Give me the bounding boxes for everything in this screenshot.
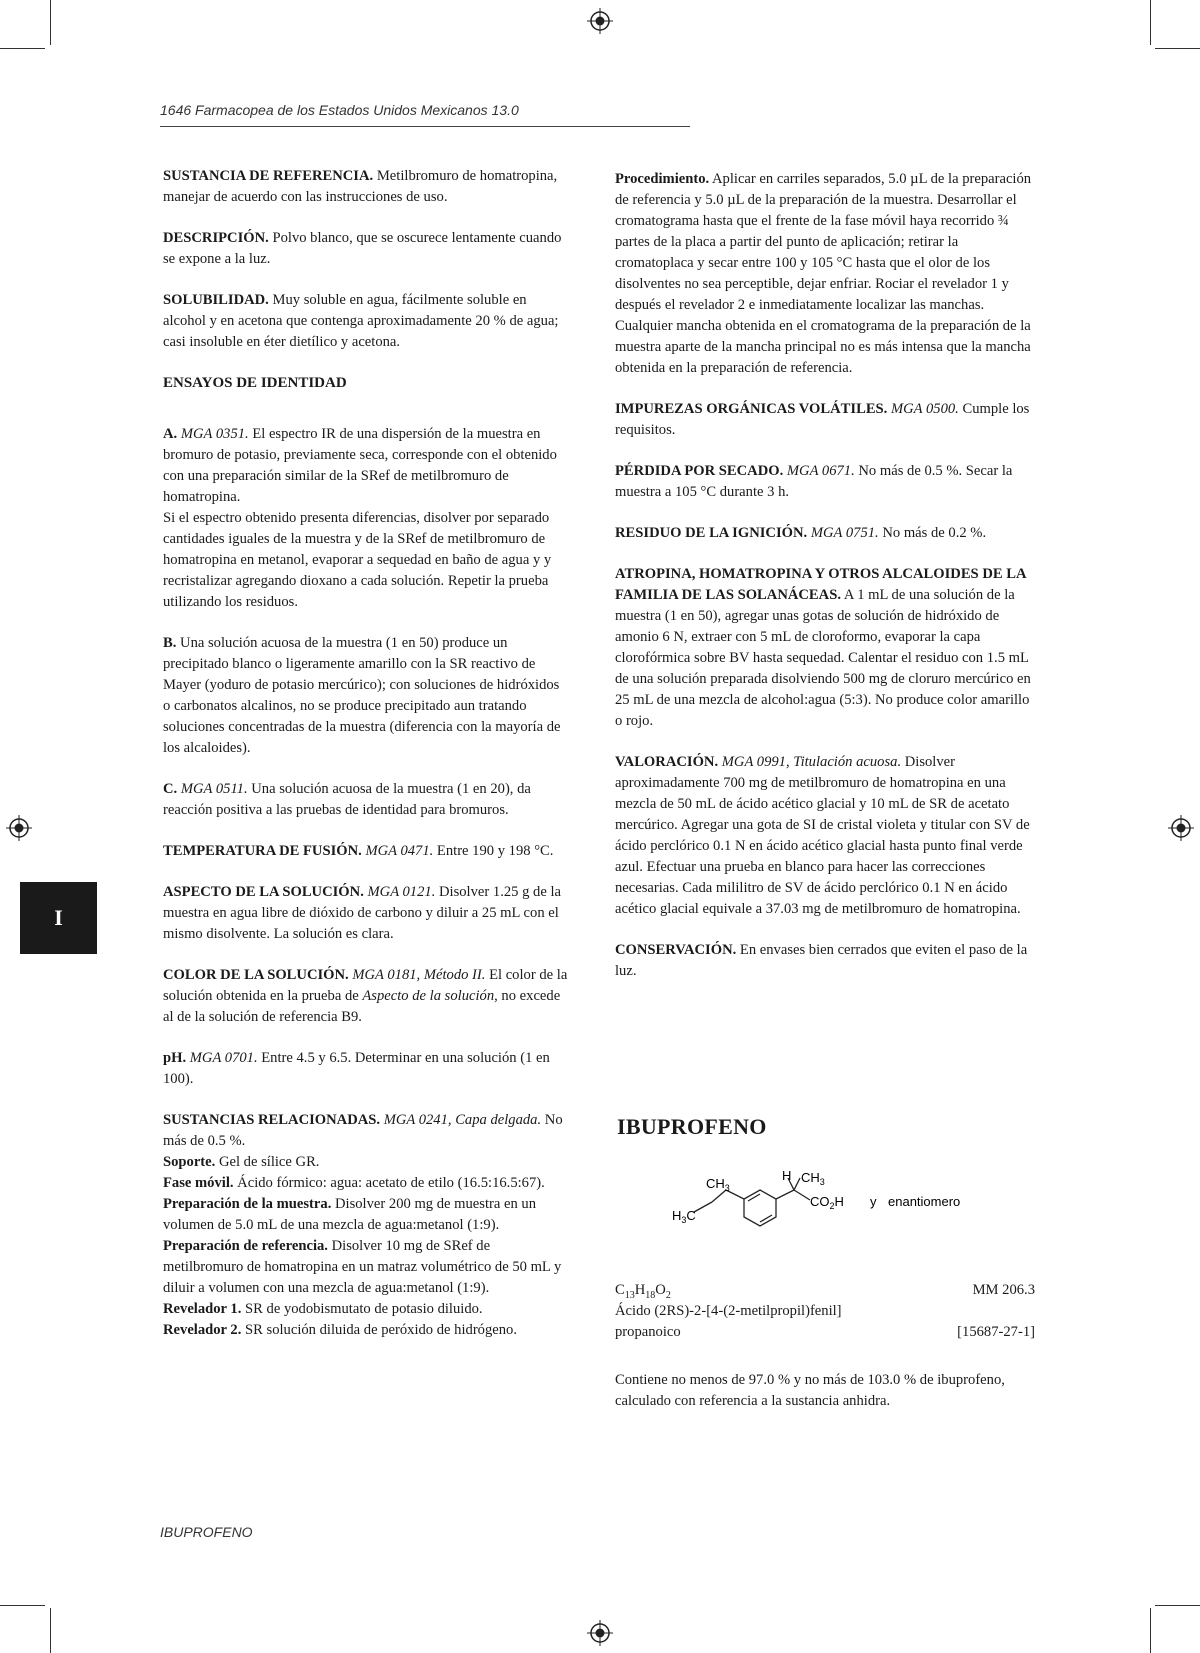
running-footer: IBUPROFENO [160, 1524, 253, 1540]
registration-mark-icon [587, 1620, 613, 1646]
section-conservacion: CONSERVACIÓN. En envases bien cerrados que eviten el paso de la luz. [615, 942, 1028, 979]
section-ensayos-identidad: ENSAYOS DE IDENTIDAD [163, 375, 347, 391]
thumb-tab: I [20, 882, 97, 954]
right-column [615, 169, 1035, 1002]
iupac-row [615, 1322, 1035, 1343]
section-color-solucion: COLOR DE LA SOLUCIÓN. MGA 0181, Método II. El color de la solución obtenida en la prueba de Aspecto de la solución, no excede al de la solución de referencia B9. [163, 967, 568, 1025]
structure-label-co2h: $CO_2H$ [810, 1194, 844, 1211]
list-item: Revelador 2. SR solución diluida de peróxido de hidrógeno. [163, 1322, 517, 1338]
structure-label-y: y [870, 1194, 877, 1209]
list-item: Soporte. Gel de sílice GR. [163, 1154, 320, 1170]
iupac-name-line2: propanoico [615, 1324, 681, 1340]
registration-mark-icon [587, 8, 613, 34]
crop-mark [1150, 0, 1151, 45]
section-perdida-secado: PÉRDIDA POR SECADO. MGA 0671. No más de 0.5 %. Secar la muestra a 105 °C durante 3 h. [615, 463, 1013, 500]
section-identidad-c: C. MGA 0511. Una solución acuosa de la muestra (1 en 20), da reacción positiva a las pruebas de identidad para bromuros. [163, 781, 531, 818]
section-atropina: ATROPINA, HOMATROPINA Y OTROS ALCALOIDES DE LA FAMILIA DE LAS SOLANÁCEAS. A 1 mL de una solución de la muestra (1 en 50), agregar unas gotas de solución de hidróxido de amonio 6 N, extraer con 5 mL de cloroformo, evaporar la capa clorofórmica sobre BV hasta sequedad. Calentar el residuo con 1.5 mL de una solución preparada disolviendo 500 mg de cloruro mercúrico en 25 mL de una mezcla de alcohol:agua (5:3). No produce color amarillo o rojo. [615, 566, 1031, 729]
section-sustancia-referencia: SUSTANCIA DE REFERENCIA. Metilbromuro de homatropina, manejar de acuerdo con las instrucciones de uso. [163, 168, 558, 205]
section-temperatura-fusion: TEMPERATURA DE FUSIÓN. MGA 0471. Entre 190 y 198 °C. [163, 843, 554, 859]
structure-label-h: H [782, 1170, 792, 1183]
crop-mark [0, 1605, 45, 1606]
section-residuo-ignicion: RESIDUO DE LA IGNICIÓN. MGA 0751. No más de 0.2 %. [615, 525, 987, 541]
section-valoracion: VALORACIÓN. MGA 0991, Titulación acuosa. Disolver aproximadamente 700 mg de metilbromuro de homatropina en una mezcla de 50 mL de ácido acético glacial y 10 mL de SR de acetato mercúrico. Agregar una gota de SI de cristal violeta y titular con SV de ácido perclórico 0.1 N en ácido acético glacial hasta punto final verde azul. Efectuar una prueba en blanco para hacer las correcciones necesarias. Cada mililitro de SV de ácido perclórico 0.1 N en ácido acético glacial equivale a 37.03 mg de metilbromuro de homatropina. [615, 754, 1030, 917]
crop-mark [1155, 1605, 1200, 1606]
section-sustancias-relacionadas: SUSTANCIAS RELACIONADAS. MGA 0241, Capa delgada. No más de 0.5 %. Soporte. Gel de sílice GR. Fase móvil. Ácido fórmico: agua: acetato de etilo (16.5:16.5:67). Preparación de la muestra. Disolver 200 mg de muestra en un volumen de 5.0 mL de una mezcla de agua:metanol (1:9). Preparación de referencia. Disolver 10 mg de SRef de metilbromuro de homatropina en un matraz volumétrico de 50 mL y diluir a volumen con una mezcla de agua:metanol (1:9). Revelador 1. SR de yodobismutato de potasio diluido. Revelador 2. SR solución diluida de peróxido de hidrógeno. [163, 1110, 570, 1341]
crop-mark [0, 48, 45, 49]
registration-mark-icon [1168, 815, 1194, 841]
cas-number: [15687-27-1] [957, 1324, 1035, 1340]
contiene-statement: Contiene no menos de 97.0 % y no más de 103.0 % de ibuprofeno, calculado con referencia a la sustancia anhidra. [615, 1372, 1005, 1409]
section-descripcion: DESCRIPCIÓN. Polvo blanco, que se oscurece lentamente cuando se expone a la luz. [163, 230, 562, 267]
crop-mark [50, 0, 51, 45]
molar-mass: MM 206.3 [972, 1282, 1035, 1298]
section-ph: pH. MGA 0701. Entre 4.5 y 6.5. Determinar en una solución (1 en 100). [163, 1050, 550, 1087]
registration-mark-icon [6, 815, 32, 841]
section-identidad-a: A. MGA 0351. El espectro IR de una dispersión de la muestra en bromuro de potasio, previamente seca, corresponde con el obtenido con una preparación similar de la SRef de metilbromuro de homatropina. [163, 426, 557, 505]
section-procedimiento: Procedimiento. Aplicar en carriles separados, 5.0 µL de la preparación de referencia y 5.0 µL de la preparación de la muestra. Desarrollar el cromatograma hasta que el frente de la fase móvil haya recorrido ¾ partes de la placa a partir del punto de aplicación; retirar la cromatoplaca y secar entre 100 y 105 °C hasta que el olor de los disolventes no sea perceptible, dejar enfriar. Rociar el revelador 1 y después el revelador 2 e inmediatamente localizar las manchas. Cualquier mancha obtenida en el cromatograma de la preparación de la muestra aparte de la mancha principal no es más intensa que la mancha obtenida en la preparación de referencia. [615, 171, 1032, 376]
section-solubilidad: SOLUBILIDAD. Muy soluble en agua, fácilmente soluble en alcohol y en acetona que contenga aproximadamente 20 % de agua; casi insoluble en éter dietílico y acetona. [163, 292, 559, 350]
crop-mark [50, 1608, 51, 1653]
section-identidad-a-cont: Si el espectro obtenido presenta diferencias, disolver por separado cantidades iguales de la muestra y de la SRef de metilbromuro de homatropina en metanol, evaporar a sequedad en baño de agua y y recristalizar agregando dioxano a cada solución. Repetir la prueba utilizando los residuos. [163, 510, 552, 610]
list-item: Revelador 1. SR de yodobismutato de potasio diluido. [163, 1301, 483, 1317]
list-item: Fase móvil. Ácido fórmico: agua: acetato de etilo (16.5:16.5:67). [163, 1175, 545, 1191]
running-header: 1646 Farmacopea de los Estados Unidos Mexicanos 13.0 [160, 102, 519, 118]
left-column [163, 166, 570, 1341]
list-item: Preparación de la muestra. Disolver 200 mg de muestra en un volumen de 5.0 mL de una mezcla de agua:metanol (1:9). [163, 1196, 537, 1233]
section-aspecto-solucion: ASPECTO DE LA SOLUCIÓN. MGA 0121. Disolver 1.25 g de la muestra en agua libre de dióxido de carbono y diluir a 25 mL con el mismo disolvente. La solución es clara. [163, 884, 561, 942]
structure-label-ch3-left: $CH_3$ [706, 1176, 730, 1193]
structure-label-ch3-top: $CH_3$ [801, 1170, 825, 1187]
molecular-formula: $C_{13}H_{18}O_2$ [615, 1282, 671, 1301]
crop-mark [1155, 48, 1200, 49]
list-item: Preparación de referencia. Disolver 10 mg de SRef de metilbromuro de homatropina en un matraz volumétrico de 50 mL y diluir a volumen con una mezcla de agua:metanol (1:9). [163, 1238, 562, 1296]
crop-mark [1150, 1608, 1151, 1653]
section-identidad-b: B. Una solución acuosa de la muestra (1 en 50) produce un precipitado blanco o ligeramente amarillo con la SR reactivo de Mayer (yoduro de potasio mercúrico); con soluciones de hidróxidos o carbonatos alcalinos, no se produce precipitado aun tratando soluciones concentradas de la muestra (diferencia con la mayoría de los alcaloides). [163, 635, 561, 756]
ibuprofen-structure [660, 1170, 1000, 1260]
structure-label-h3c: $H_3C$ [672, 1208, 696, 1225]
section-impurezas-organicas: IMPUREZAS ORGÁNICAS VOLÁTILES. MGA 0500. Cumple los requisitos. [615, 401, 1030, 438]
structure-label-enantiomer: enantiomero [888, 1194, 961, 1209]
monograph-title: IBUPROFENO [617, 1114, 767, 1139]
header-rule [160, 126, 690, 127]
iupac-name-line1: Ácido (2RS)-2-[4-(2-metilpropil)fenil] [615, 1303, 842, 1319]
